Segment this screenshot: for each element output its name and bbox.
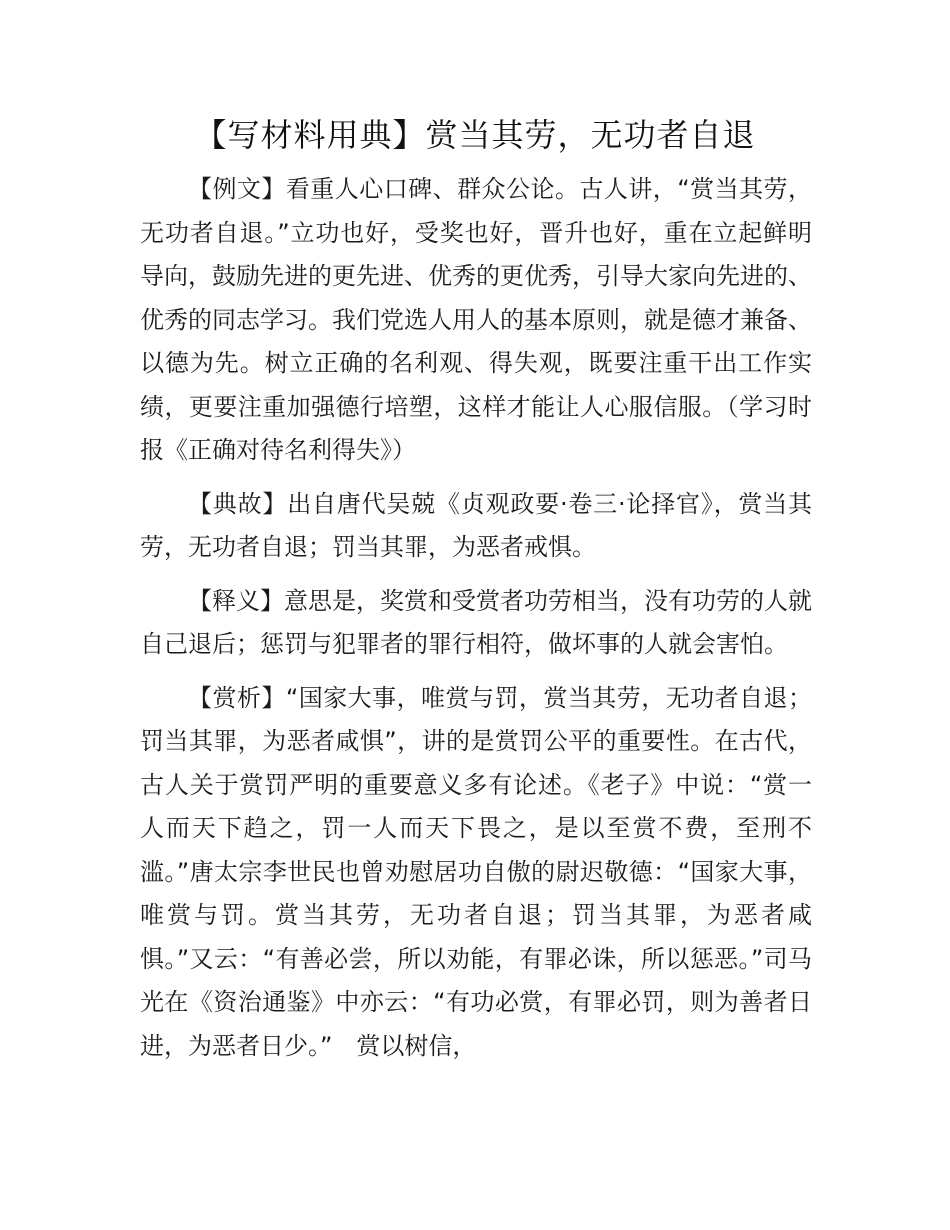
document-title: 【写材料用典】赏当其劳，无功者自退	[194, 116, 756, 154]
paragraph-example: 【例文】看重人心口碑、群众公论。古人讲，“赏当其劳，无功者自退。”立功也好，受奖也好，晋升也好，重在立起鲜明导向，鼓励先进的更先进、优秀的更优秀，引导大家向先进的、优秀的同志学习。我们党选人用人的基本原则，就是德才兼备、以德为先。树立正确的名利观、得失观，既要注重干出工作实绩，更要注重加强德行培塑，这样才能让人心服信服。（学习时报《正确对待名利得失》）	[140, 175, 812, 464]
document-body	[140, 168, 812, 1068]
paragraph-meaning: 【释义】意思是，奖赏和受赏者功劳相当，没有功劳的人就自己退后；惩罚与犯罪者的罪行相符，做坏事的人就会害怕。	[140, 586, 812, 658]
paragraph-analysis: 【赏析】“国家大事，唯赏与罚，赏当其劳，无功者自退；罚当其罪，为恶者咸惧”，讲的是赏罚公平的重要性。在古代，古人关于赏罚严明的重要意义多有论述。《老子》中说：“赏一人而天下趋之，罚一人而天下畏之，是以至赏不费，至刑不滥。”唐太宗李世民也曾劝慰居功自傲的尉迟敬德：“国家大事，唯赏与罚。赏当其劳，无功者自退；罚当其罪，为恶者咸惧。”又云：“有善必尝，所以劝能，有罪必诛，所以惩恶。”司马光在《资治通鉴》中亦云：“有功必赏，有罪必罚，则为善者日进，为恶者日少。” 赏以树信，	[140, 683, 812, 1060]
paragraph-allusion: 【典故】出自唐代吴兢《贞观政要·卷三·论择官》，赏当其劳，无功者自退；罚当其罪，为恶者戒惧。	[140, 489, 812, 561]
